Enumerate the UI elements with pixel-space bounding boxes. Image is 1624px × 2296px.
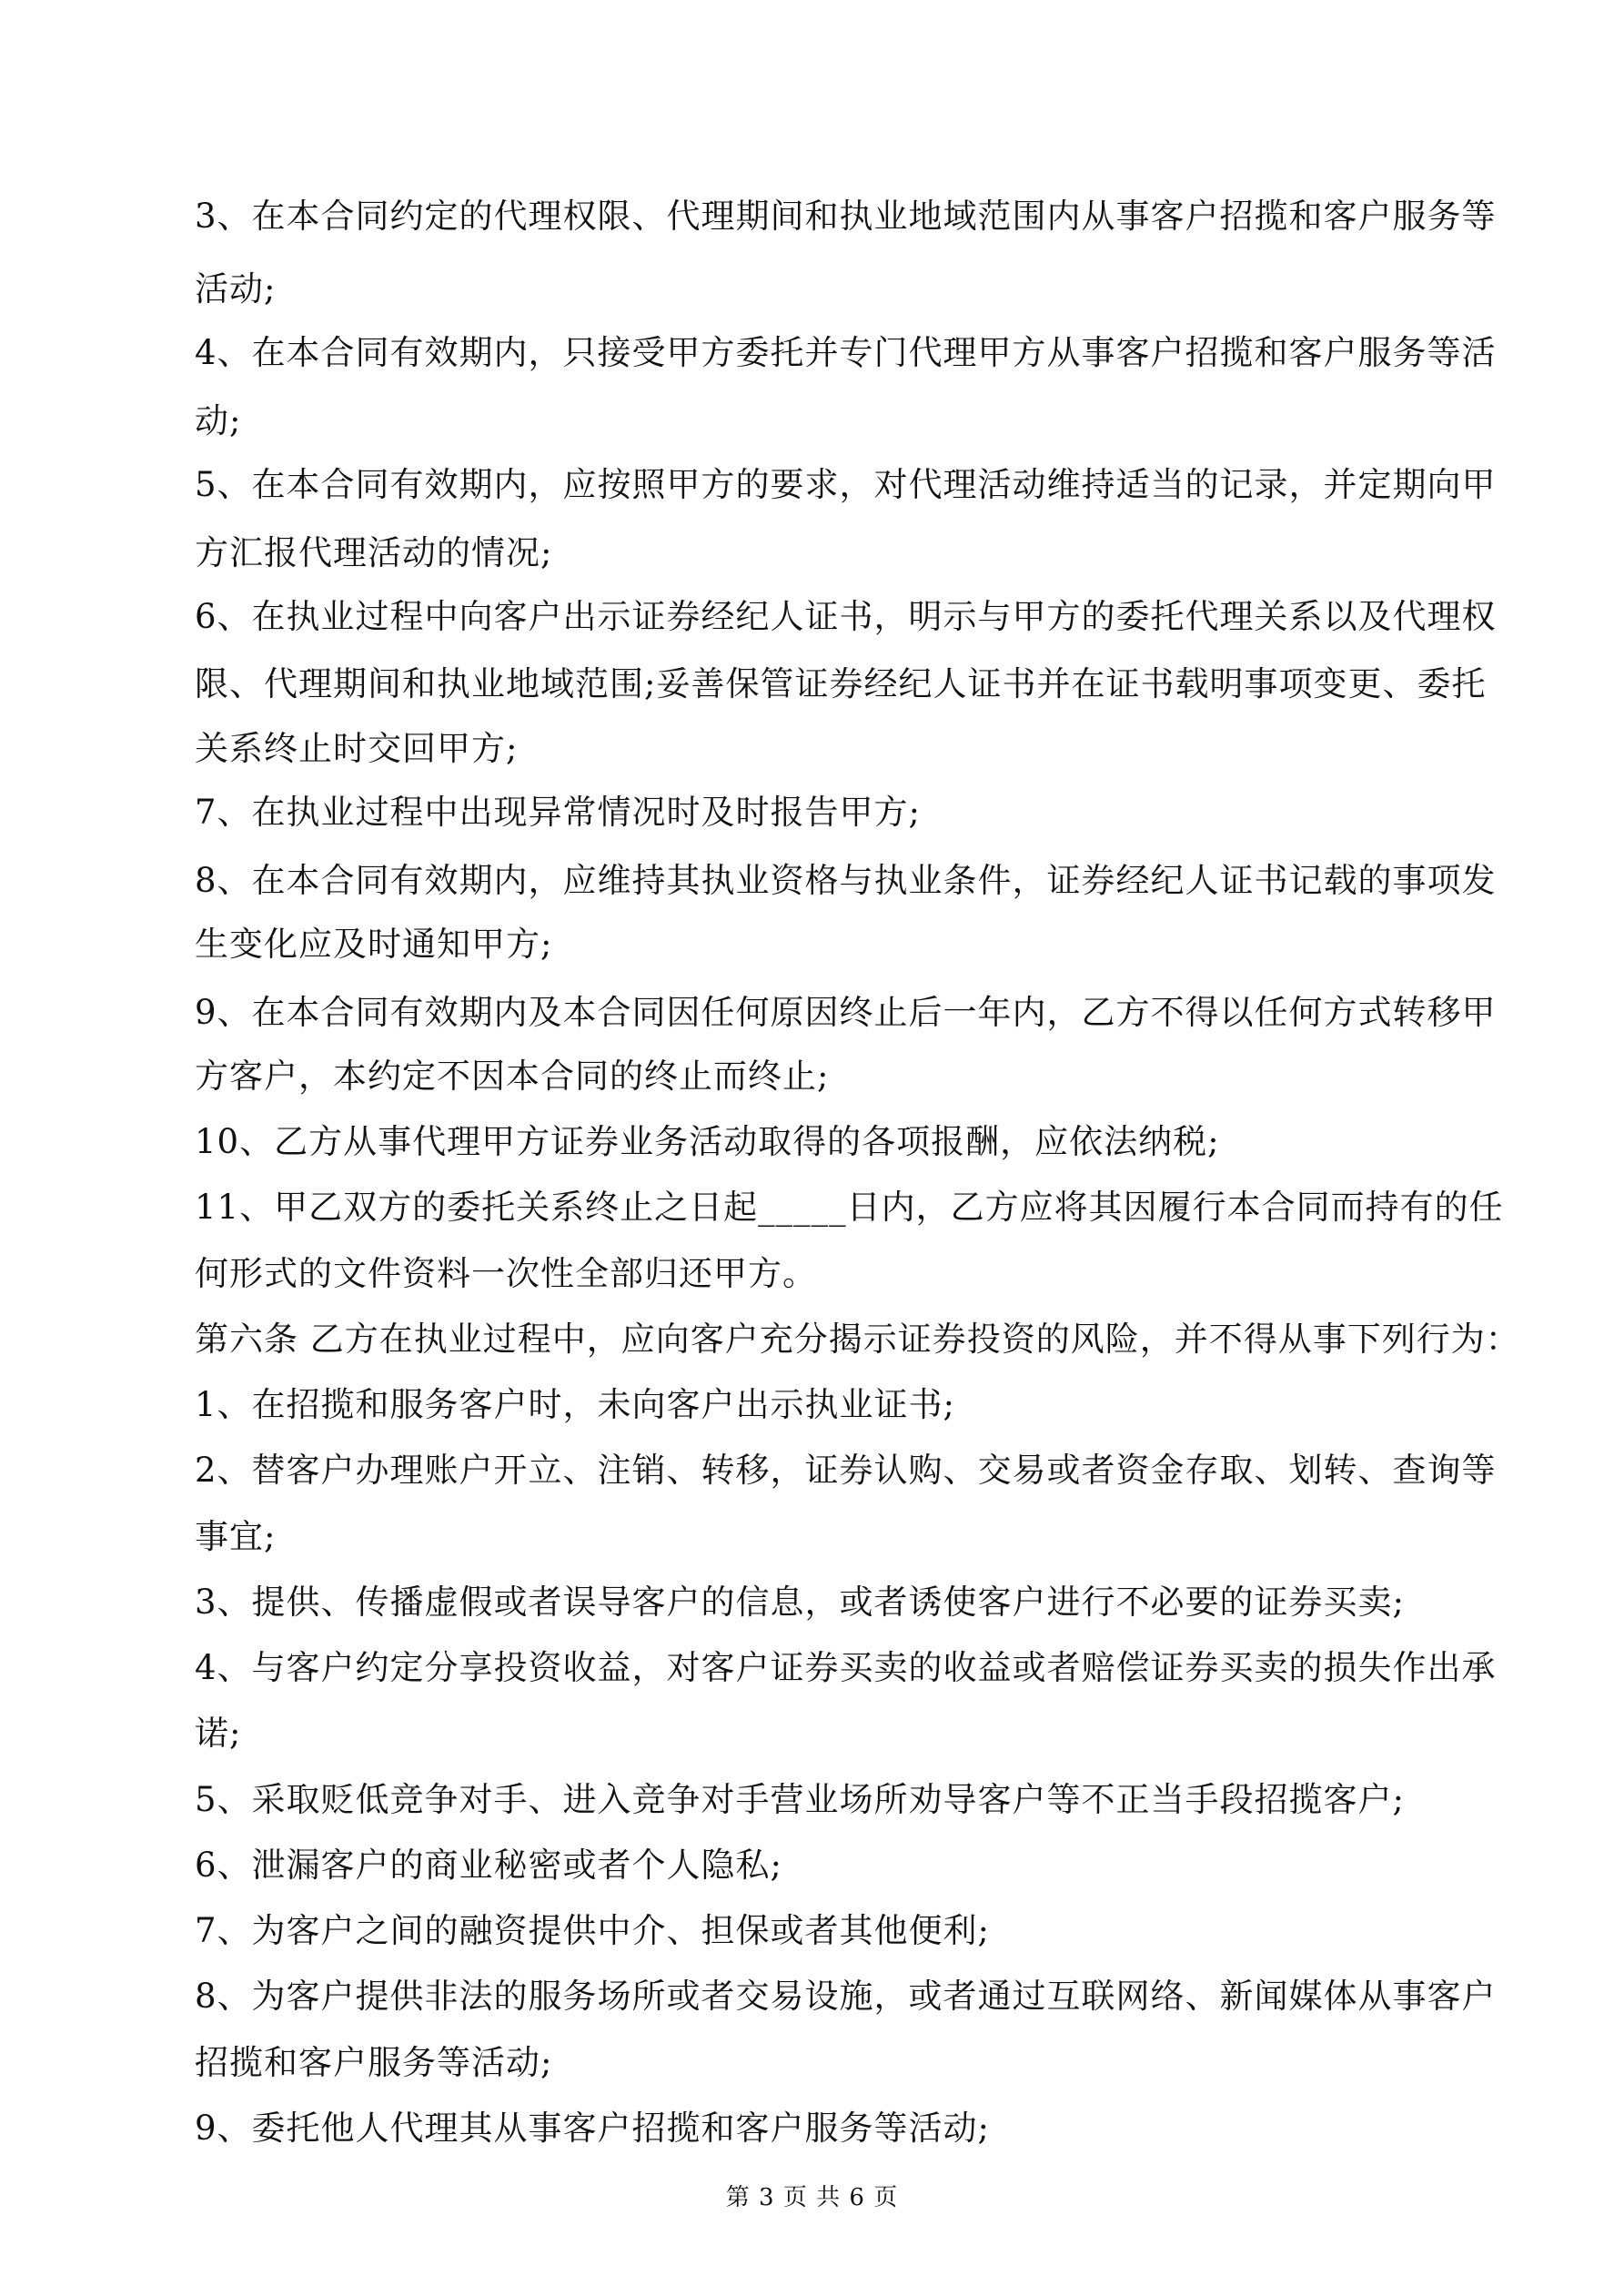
text-line: 事宜; — [195, 1517, 277, 1556]
text-line: 生变化应及时通知甲方; — [195, 925, 553, 964]
text-line: 关系终止时交回甲方; — [195, 729, 519, 768]
text-line: 7、在执业过程中出现异常情况时及时报告甲方; — [195, 793, 922, 832]
text-line: 限、代理期间和执业地域范围;妥善保管证券经纪人证书并在证书载明事项变更、委托 — [195, 664, 1487, 703]
text-line: 3、提供、传播虚假或者误导客户的信息，或者诱使客户进行不必要的证券买卖; — [195, 1583, 1406, 1622]
text-line: 方汇报代理活动的情况; — [195, 533, 553, 572]
text-line: 8、在本合同有效期内，应维持其执业资格与执业条件，证券经纪人证书记载的事项发 — [195, 861, 1497, 900]
text-line: 活动; — [195, 269, 277, 308]
text-line: 9、在本合同有效期内及本合同因任何原因终止后一年内，乙方不得以任何方式转移甲 — [195, 993, 1497, 1032]
text-line: 3、在本合同约定的代理权限、代理期间和执业地域范围内从事客户招揽和客户服务等 — [195, 197, 1497, 236]
text-line: 8、为客户提供非法的服务场所或者交易设施，或者通过互联网络、新闻媒体从事客户 — [195, 1977, 1497, 2016]
text-line: 4、在本合同有效期内，只接受甲方委托并专门代理甲方从事客户招揽和客户服务等活 — [195, 333, 1497, 372]
text-line: 2、替客户办理账户开立、注销、转移，证券认购、交易或者资金存取、划转、查询等 — [195, 1451, 1497, 1490]
text-line: 1、在招揽和服务客户时，未向客户出示执业证书; — [195, 1385, 956, 1424]
section-heading: 第六条 乙方在执业过程中，应向客户充分揭示证券投资的风险，并不得从事下列行为： — [195, 1320, 1520, 1359]
text-line: 5、采取贬低竞争对手、进入竞争对手营业场所劝导客户等不正当手段招揽客户; — [195, 1780, 1406, 1819]
text-line: 11、甲乙双方的委托关系终止之日起_____日内，乙方应将其因履行本合同而持有的任 — [195, 1188, 1504, 1227]
text-line: 10、乙方从事代理甲方证券业务活动取得的各项报酬，应依法纳税; — [195, 1122, 1220, 1161]
text-line: 动; — [195, 401, 242, 440]
text-line: 5、在本合同有效期内，应按照甲方的要求，对代理活动维持适当的记录，并定期向甲 — [195, 465, 1497, 504]
text-line: 9、委托他人代理其从事客户招揽和客户服务等活动; — [195, 2109, 991, 2148]
text-line: 招揽和客户服务等活动; — [195, 2043, 553, 2082]
text-line: 诺; — [195, 1714, 242, 1753]
text-line: 4、与客户约定分享投资收益，对客户证券买卖的收益或者赔偿证券买卖的损失作出承 — [195, 1648, 1497, 1687]
text-line: 6、泄漏客户的商业秘密或者个人隐私; — [195, 1846, 783, 1885]
text-line: 方客户，本约定不因本合同的终止而终止; — [195, 1057, 830, 1096]
page-number: 第 3 页 共 6 页 — [725, 2184, 899, 2211]
text-line: 7、为客户之间的融资提供中介、担保或者其他便利; — [195, 1911, 991, 1950]
text-line: 6、在执业过程中向客户出示证券经纪人证书，明示与甲方的委托代理关系以及代理权 — [195, 597, 1497, 636]
text-line: 何形式的文件资料一次性全部归还甲方。 — [195, 1254, 817, 1293]
